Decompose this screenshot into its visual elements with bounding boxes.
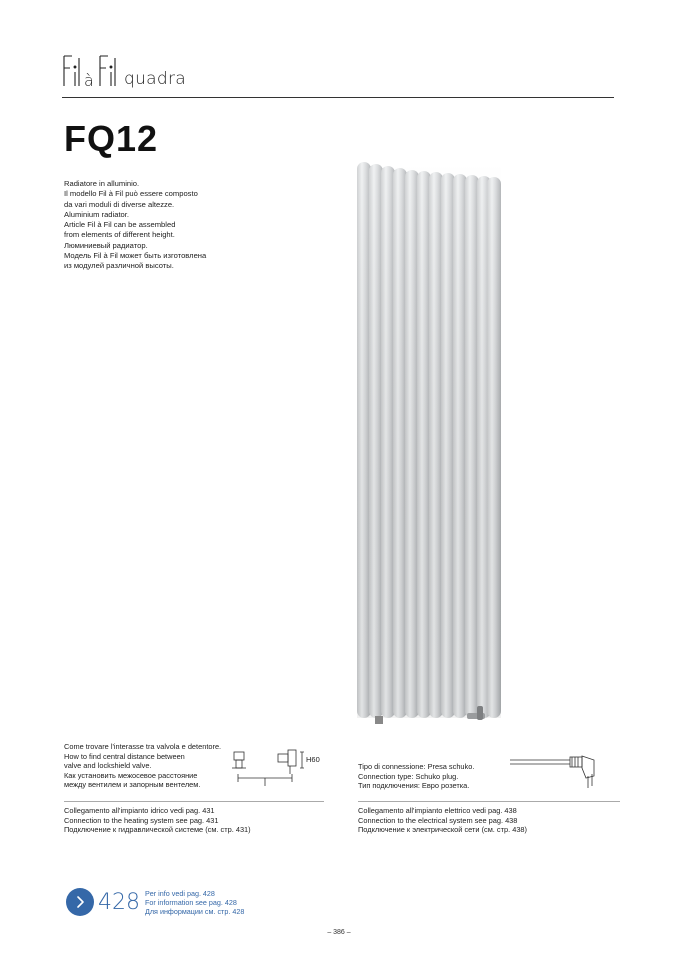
valve-info bbox=[64, 742, 244, 790]
heating-connection-line: Подключение к гидравлической системе (см. стр. 431) bbox=[64, 825, 251, 835]
valve-info-line: How to find central distance between bbox=[64, 751, 185, 761]
brand-word: quadra bbox=[124, 69, 186, 89]
info-text bbox=[145, 889, 244, 917]
valve-info-line: valve and lockshield valve. bbox=[64, 761, 152, 771]
description-line: Люминиевый радиатор. bbox=[64, 240, 148, 250]
radiator-image bbox=[355, 158, 505, 728]
electric-connection-line: Collegamento all'impianto elettrico vedi pag. 438 bbox=[358, 806, 517, 815]
info-line: Для информации см. стр. 428 bbox=[145, 907, 245, 917]
connection-type-line: Тип подключения: Евро розетка. bbox=[358, 781, 470, 791]
valve-diagram bbox=[228, 744, 328, 794]
description-line: Radiatore in alluminio. bbox=[64, 179, 140, 188]
description-line: из модулей различной высоты. bbox=[64, 261, 174, 271]
header-divider bbox=[62, 97, 614, 98]
valve-info-line: Come trovare l'interasse tra valvola e detentore. bbox=[64, 742, 222, 751]
connection-type-line: Tipo di connessione: Presa schuko. bbox=[358, 762, 475, 771]
electric-connection-line: Connection to the electrical system see pag. 438 bbox=[358, 815, 518, 825]
connection-type bbox=[358, 762, 508, 791]
info-page-ref[interactable]: 428 bbox=[98, 890, 140, 915]
heating-connection-line: Collegamento all'impianto idrico vedi pag. 431 bbox=[64, 806, 215, 815]
electric-connection-line: Подключение к электрической сети (см. стр. 438) bbox=[358, 825, 527, 835]
brand-logo bbox=[62, 52, 118, 88]
valve-dimension-label: H60 bbox=[306, 755, 320, 764]
valve-info-line: между вентилем и запорным вентелем. bbox=[64, 780, 201, 790]
connection-type-line: Connection type: Schuko plug. bbox=[358, 771, 459, 781]
description-line: Article Fil à Fil can be assembled bbox=[64, 220, 176, 230]
schuko-plug-icon bbox=[510, 754, 610, 794]
description-line: Aluminium radiator. bbox=[64, 209, 129, 219]
heating-connection bbox=[64, 806, 251, 835]
valve-info-line: Как установить межосевое расстояние bbox=[64, 770, 198, 780]
model-title: FQ12 bbox=[64, 118, 159, 159]
description-line: from elements of different height. bbox=[64, 230, 175, 240]
electric-connection bbox=[358, 806, 527, 835]
description-line: Il modello Fil à Fil può essere composto bbox=[64, 189, 198, 199]
chevron-right-icon bbox=[66, 888, 94, 916]
svg-text:à: à bbox=[84, 71, 94, 88]
description-line: da vari moduli di diverse altezze. bbox=[64, 199, 175, 209]
info-link-button[interactable] bbox=[66, 888, 94, 916]
right-divider bbox=[358, 801, 620, 802]
left-divider bbox=[64, 801, 324, 802]
info-line: Per info vedi pag. 428 bbox=[145, 889, 215, 898]
info-line: For information see pag. 428 bbox=[145, 898, 237, 908]
brand-header bbox=[62, 52, 186, 88]
product-description bbox=[64, 179, 304, 272]
description-line: Модель Fil à Fil может быть изготовлена bbox=[64, 251, 207, 261]
heating-connection-line: Connection to the heating system see pag. 431 bbox=[64, 815, 219, 825]
page-number: – 386 – bbox=[327, 929, 351, 936]
